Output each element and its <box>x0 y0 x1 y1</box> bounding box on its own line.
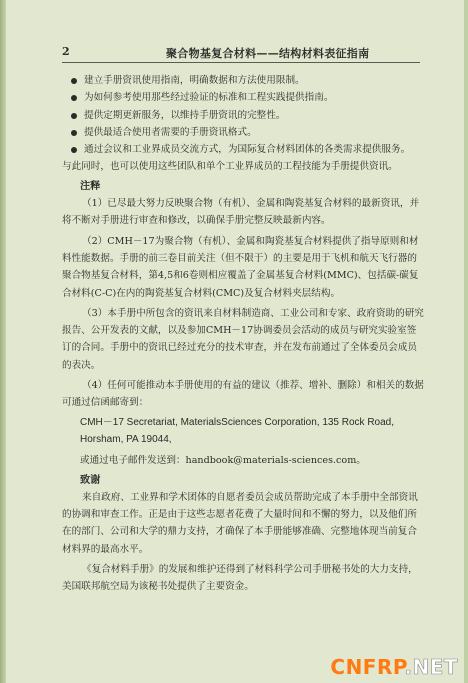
bullet-icon <box>71 95 77 101</box>
bullet-icon <box>71 113 77 119</box>
intro-continuation: 与此同时，也可以使用这些团队和单个工业界成员的工程技能为手册提供资讯。 <box>62 161 398 173</box>
note-3: （3）本手册中所包含的资讯来自材料制造商、工业公司和专家、政府资助的研究报告、公开发表的文献，以及参加CMH－17协调委员会活动的成员与研究实验室签订的合同。手册中的资讯已经过充分的技术审查，并在发布前通过了全体委员会成员的表决。 <box>62 307 424 371</box>
acknowledgement-para-1: 来自政府、工业界和学术团体的自愿者委员会成员帮助完成了本手册中全部资讯的协调和审查工作。正是由于这些志愿者花费了大量时间和不懈的努力，以及他们所在的部门、公司和大学的鼎力支持，才确保了本手册能够准确、完整地体现当前复合材料界的最高水平。 <box>62 491 418 555</box>
running-title: 聚合物基复合材料——结构材料表征指南 <box>166 47 370 60</box>
acknowledgement-para-2: 《复合材料手册》的发展和维护还得到了材料科学公司手册秘书处的大力支持，美国联邦航空局为该秘书处提供了主要资金。 <box>62 564 418 593</box>
page-header <box>62 44 420 63</box>
note-2: （2）CMH－17为聚合物（有机）、金属和陶瓷基复合材料提供了指导原则和材料性能数据。手册的前三卷目前关注（但不限于）的主要是用于飞机和航天飞行器的聚合物基复合材料，第4,5和6卷则相应覆盖了金属基复合材料(MMC)、包括碳-碳复合材料(C-C)在内的陶瓷基复合材料(CMC)及复合材料夹层结构。 <box>62 235 419 299</box>
list-item: 建立手册资讯使用指南，明确数据和方法使用限制。 <box>62 72 424 89</box>
mailing-address: CMH－17 Secretariat, MaterialsSciences Corporation, 135 Rock Road, Horsham, PA 19044, <box>80 416 395 445</box>
bullet-icon <box>71 78 77 84</box>
site-watermark-logo: CNFRP.NET <box>330 655 458 679</box>
page-number: 2 <box>62 45 70 58</box>
goal-list <box>62 72 424 158</box>
note-1: （1）已尽最大努力反映聚合物（有机）、金属和陶瓷基复合材料的最新资讯，并将不断对手册进行审查和修改，以确保手册完整反映最新内容。 <box>62 198 420 227</box>
bullet-icon <box>71 130 77 136</box>
list-item: 通过会议和工业界成员交流方式，为国际复合材料团体的各类需求提供服务。 <box>62 141 424 158</box>
list-item: 提供最适合使用者需要的手册资讯格式。 <box>62 124 424 141</box>
book-page <box>6 0 464 683</box>
note-4: （4）任何可能推动本手册使用的有益的建议（推荐、增补、删除）和相关的数据可通过信函邮寄到： <box>62 380 424 409</box>
notes-heading: 注释 <box>80 180 101 192</box>
list-item: 提供定期更新服务，以维持手册资讯的完整性。 <box>62 107 424 124</box>
list-item: 为如何参考使用那些经过验证的标准和工程实践提供指南。 <box>62 89 424 106</box>
email-line: 或通过电子邮件发送到：handbook@materials-sciences.com。 <box>80 455 366 467</box>
bullet-icon <box>71 147 77 153</box>
acknowledgement-heading: 致谢 <box>80 474 101 486</box>
page-body <box>62 72 424 596</box>
